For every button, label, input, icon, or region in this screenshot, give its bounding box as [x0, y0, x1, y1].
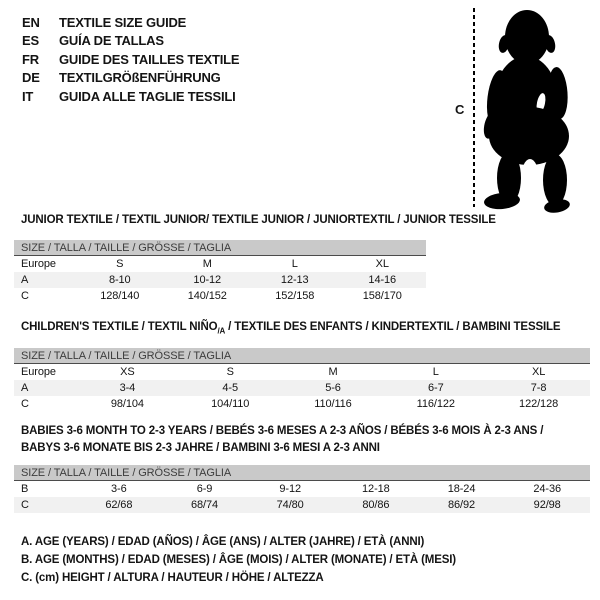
language-title: TEXTILGRÖßENFÜHRUNG [59, 70, 221, 86]
language-code: ES [22, 33, 39, 49]
size-cell: 3-6 [111, 483, 127, 495]
size-cell: 128/140 [100, 290, 140, 302]
size-cell: 7-8 [530, 382, 547, 394]
size-header-bar: SIZE / TALLA / TAILLE / GRÖSSE / TAGLIA [14, 240, 426, 256]
language-code: DE [22, 70, 40, 86]
size-cell: 152/158 [275, 290, 315, 302]
table-row-months [14, 481, 590, 497]
language-row-de [22, 69, 239, 88]
size-cell: 6-9 [196, 483, 213, 495]
size-cell: 80/86 [362, 499, 390, 511]
size-cell: 92/98 [533, 499, 561, 511]
legend-note-a: A. AGE (YEARS) / EDAD (AÑOS) / ÂGE (ANS) / ALTER (JAHRE) / ETÀ (ANNI) [21, 536, 425, 548]
size-cell: 18-24 [447, 483, 476, 495]
size-header-bar: SIZE / TALLA / TAILLE / GRÖSSE / TAGLIA [14, 465, 590, 481]
children-title-subscript: /A [217, 326, 226, 336]
size-cell: 3-4 [119, 382, 136, 394]
size-cell: M [202, 258, 212, 270]
language-code: FR [22, 51, 39, 67]
size-cell: 98/104 [110, 398, 144, 410]
language-title-list [22, 13, 239, 106]
size-cell: M [328, 366, 338, 378]
table-row-height [14, 288, 426, 304]
row-label: B [21, 483, 29, 495]
size-cell: 6-7 [427, 382, 444, 394]
baby-silhouette [477, 3, 582, 215]
language-title: GUÍA DE TALLAS [59, 33, 164, 49]
size-cell: 140/152 [187, 290, 227, 302]
size-cell: XL [375, 258, 389, 270]
height-measure-label: C [455, 102, 465, 117]
junior-size-table [14, 240, 426, 304]
size-cell: S [116, 258, 124, 270]
table-row-height [14, 497, 590, 513]
size-cell: 12-13 [280, 274, 309, 286]
babies-title-line1: BABIES 3-6 MONTH TO 2-3 YEARS / BEBÉS 3-6 MESES A 2-3 AÑOS / BÉBÉS 3-6 MOIS À 2-3 ANS / [21, 425, 544, 437]
table-row-europe [14, 256, 426, 272]
size-cell: 10-12 [193, 274, 222, 286]
size-cell: 24-36 [533, 483, 562, 495]
size-cell: S [226, 366, 234, 378]
size-cell: XL [531, 366, 546, 378]
size-cell: 5-6 [325, 382, 341, 394]
children-title-text: CHILDREN'S TEXTILE / TEXTIL NIÑO [21, 321, 218, 333]
row-label: C [21, 499, 29, 511]
babies-title-line2: BABYS 3-6 MONATE BIS 2-3 JAHRE / BAMBINI 3-6 MESI A 2-3 ANNI [21, 442, 380, 454]
size-cell: 62/68 [105, 499, 133, 511]
language-row-es [22, 32, 239, 51]
table-row-age [14, 272, 426, 288]
legend-note-c: C. (cm) HEIGHT / ALTURA / HAUTEUR / HÖHE / ALTEZZA [21, 572, 324, 584]
children-size-table [14, 348, 590, 412]
legend-notes [21, 533, 456, 587]
row-label: Europe [21, 366, 56, 378]
language-title: TEXTILE SIZE GUIDE [59, 14, 187, 30]
size-cell: 74/80 [276, 499, 304, 511]
table-row-europe [14, 364, 590, 380]
row-label: Europe [21, 258, 56, 270]
size-cell: 104/110 [211, 398, 250, 410]
babies-size-table [14, 465, 590, 513]
height-measure-dashed-line [473, 8, 475, 207]
size-cell: 4-5 [222, 382, 238, 394]
language-title: GUIDE DES TAILLES TEXTILE [59, 51, 240, 67]
size-cell: 158/170 [362, 290, 402, 302]
table-row-age [14, 380, 590, 396]
table-row-height [14, 396, 590, 412]
size-cell: 122/128 [519, 398, 559, 410]
row-label: A [21, 382, 29, 394]
language-row-en [22, 13, 239, 32]
size-cell: 68/74 [190, 499, 219, 511]
language-code: IT [22, 88, 34, 104]
size-cell: 110/116 [314, 398, 352, 410]
legend-note-b: B. AGE (MONTHS) / EDAD (MESES) / ÂGE (MOIS) / ALTER (MONATE) / ETÀ (MESI) [21, 554, 456, 566]
size-cell: 8-10 [108, 274, 131, 286]
size-cell: L [291, 258, 298, 270]
row-label: C [21, 290, 29, 302]
size-header-bar: SIZE / TALLA / TAILLE / GRÖSSE / TAGLIA [14, 348, 590, 364]
size-cell: 9-12 [279, 483, 301, 495]
size-cell: L [432, 366, 439, 378]
language-row-it [22, 87, 239, 106]
language-title: GUIDA ALLE TAGLIE TESSILI [59, 88, 236, 104]
size-cell: 12-18 [362, 483, 390, 495]
children-title-text: / TEXTILE DES ENFANTS / KINDERTEXTIL / BAMBINI TESSILE [225, 321, 561, 333]
size-cell: 14-16 [368, 274, 397, 286]
size-cell: 116/122 [416, 398, 455, 410]
size-cell: 86/92 [448, 499, 476, 511]
row-label: C [21, 398, 29, 410]
language-code: EN [22, 14, 40, 30]
children-table-title [21, 319, 560, 339]
row-label: A [21, 274, 29, 286]
junior-table-title: JUNIOR TEXTILE / TEXTIL JUNIOR/ TEXTILE JUNIOR / JUNIORTEXTIL / JUNIOR TESSILE [21, 214, 496, 226]
babies-table-title [21, 423, 543, 457]
size-cell: XS [120, 366, 135, 378]
language-row-fr [22, 50, 239, 69]
